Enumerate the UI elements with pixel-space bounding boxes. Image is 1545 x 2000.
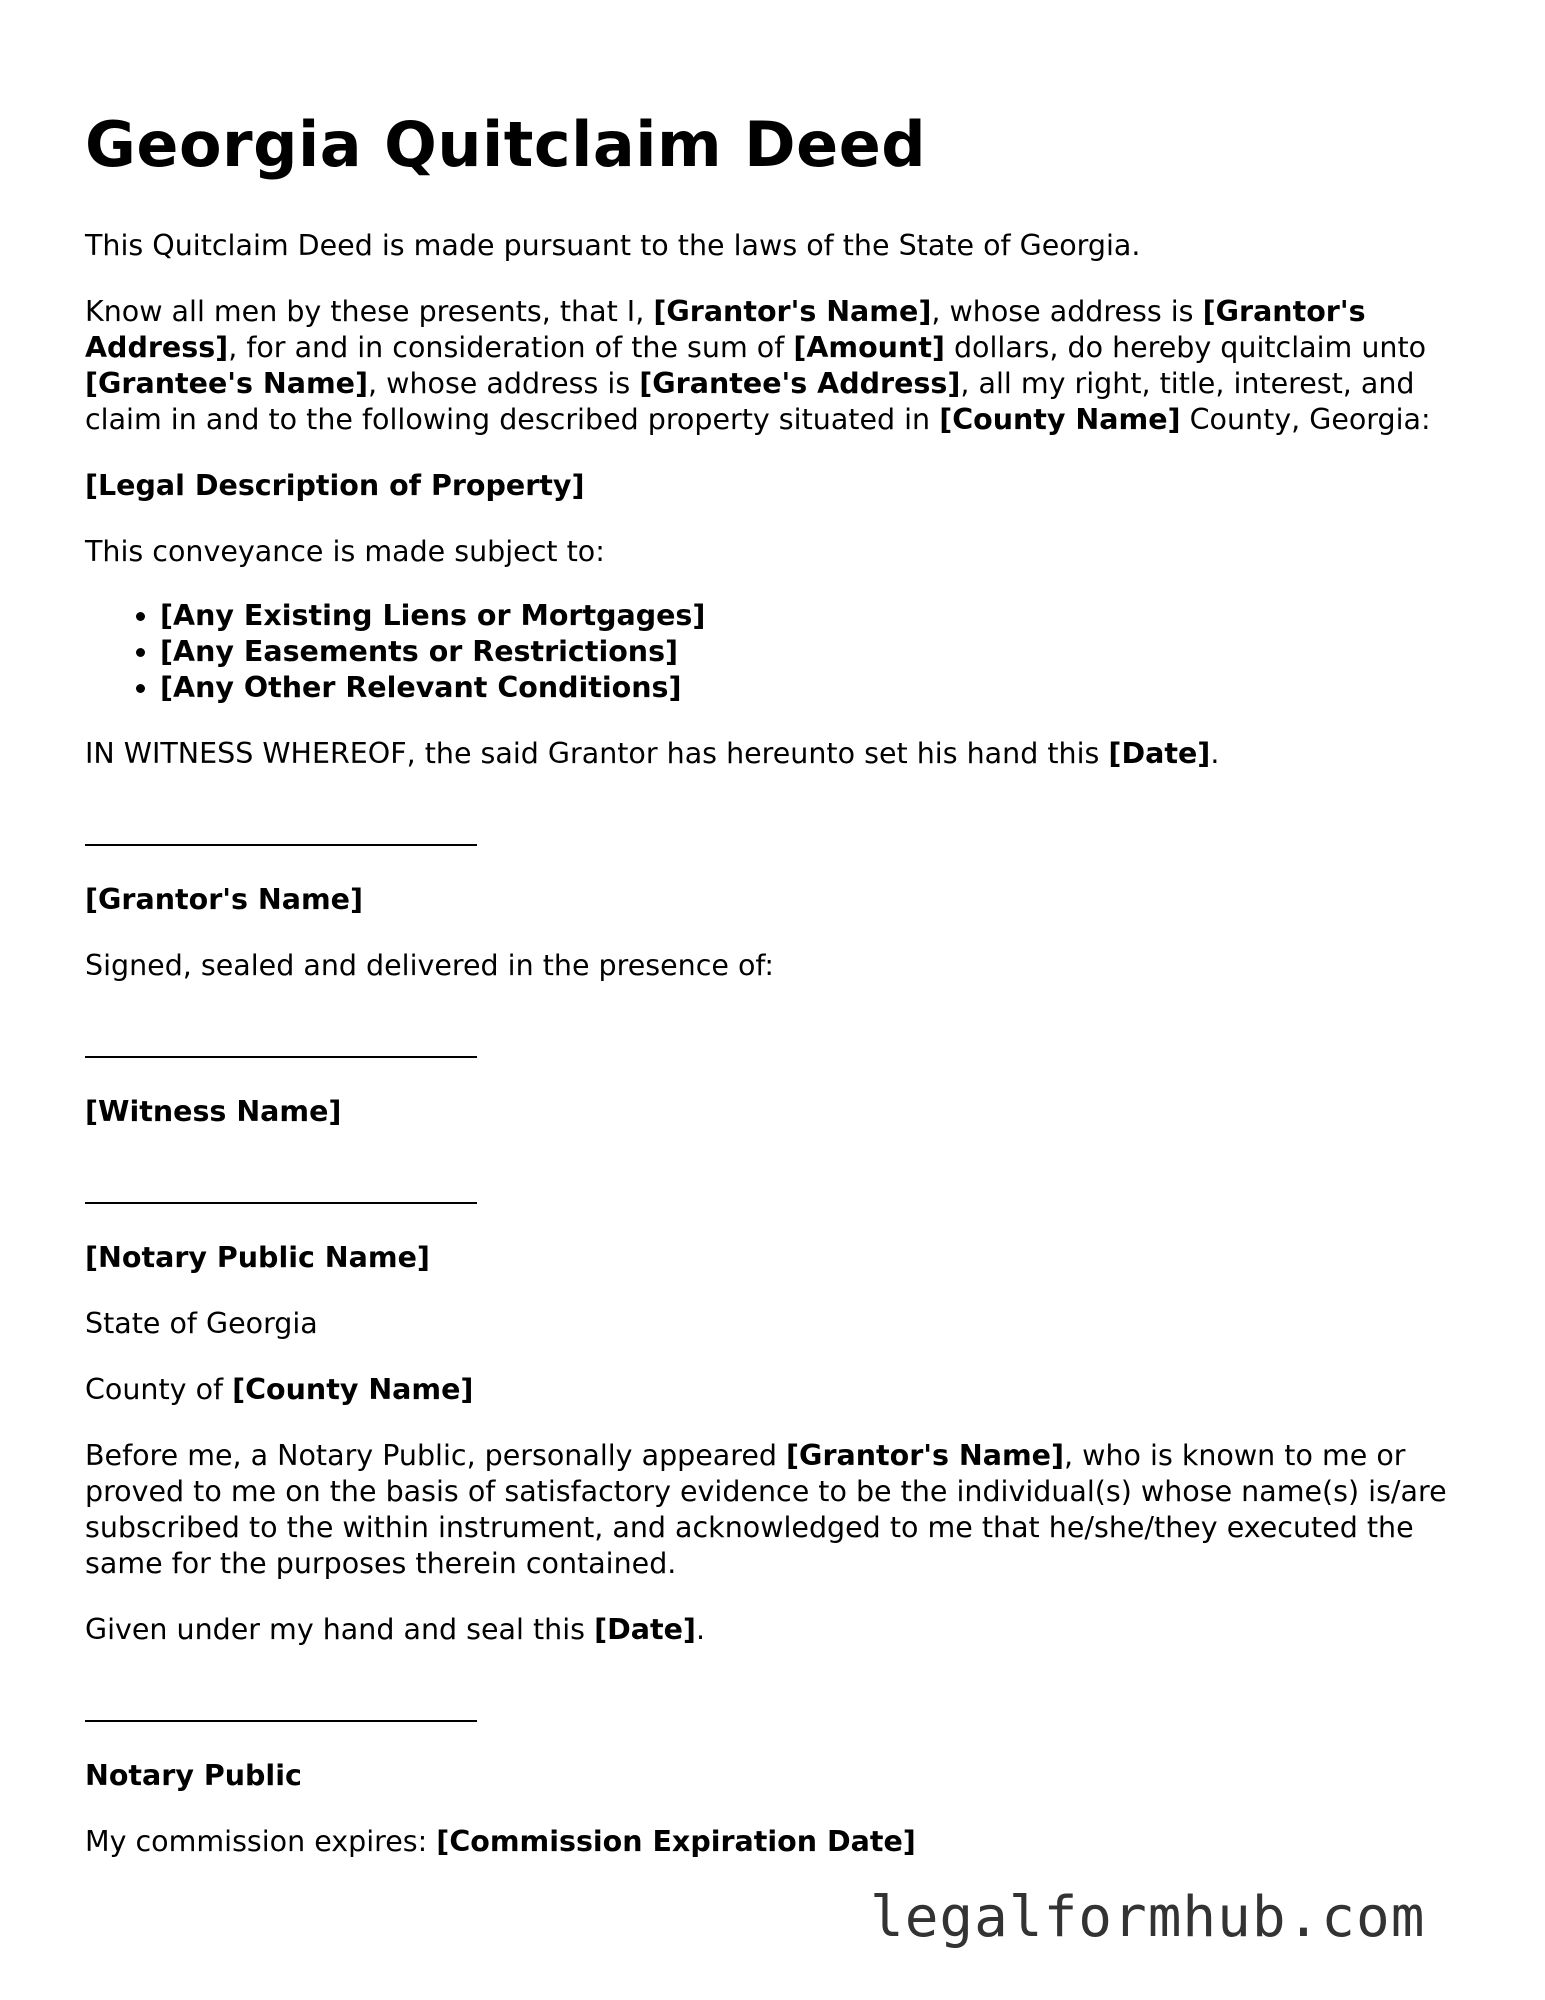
- document-page: [85, 108, 1465, 1890]
- notary-signature-label: [Notary Public Name]: [85, 1241, 430, 1274]
- date-placeholder: [Date]: [1108, 737, 1211, 770]
- county-name-placeholder: [County Name]: [232, 1373, 474, 1406]
- document-title: Georgia Quitclaim Deed: [85, 108, 927, 181]
- legal-description-placeholder: [Legal Description of Property]: [85, 469, 585, 502]
- county-line: County of [County Name]: [85, 1373, 474, 1406]
- county-name-placeholder: [County Name]: [939, 403, 1181, 436]
- list-item: • [Any Existing Liens or Mortgages]: [160, 598, 1465, 634]
- list-item: • [Any Other Relevant Conditions]: [160, 670, 1465, 706]
- witness-signature-line[interactable]: [85, 1056, 477, 1058]
- date-placeholder: [Date]: [594, 1613, 696, 1646]
- watermark: legalformhub.com: [870, 1885, 1426, 1950]
- acknowledgment-paragraph: Before me, a Notary Public, personally appeared [Grantor's Name], who is known to me or proved to me on the basis of satisfactory evidence to be the individual(s) whose name(s) is/are subscribed to the within instrument, and acknowledged to me that he/she/they executed the same for the purposes therein contained.: [85, 1439, 1447, 1580]
- witness-clause: IN WITNESS WHEREOF, the said Grantor has hereunto set his hand this [Date].: [85, 737, 1220, 770]
- commission-date-placeholder: [Commission Expiration Date]: [436, 1825, 916, 1858]
- presence-text: Signed, sealed and delivered in the presence of:: [85, 949, 775, 982]
- intro-paragraph: This Quitclaim Deed is made pursuant to the laws of the State of Georgia.: [85, 229, 1141, 262]
- witness-signature-label: [Witness Name]: [85, 1095, 342, 1128]
- grantor-signature-label: [Grantor's Name]: [85, 883, 364, 916]
- conveyance-paragraph: Know all men by these presents, that I, [Grantor's Name], whose address is [Grantor's Address], for and in consideration of the sum of [Amount] dollars, do hereby quitclaim unto [Grantee's Name], whose address is [Grantee's Address], all my right, title, interest, and claim in and to the following described property situated in [County Name] County, Georgia:: [85, 295, 1431, 436]
- grantee-name-placeholder: [Grantee's Name]: [85, 367, 369, 400]
- notary-public-signature-line[interactable]: [85, 1720, 477, 1722]
- grantor-name-placeholder: [Grantor's Name]: [786, 1439, 1065, 1472]
- subject-to-list: [85, 598, 1465, 706]
- commission-line: My commission expires: [Commission Expiration Date]: [85, 1825, 916, 1858]
- notary-public-label: Notary Public: [85, 1759, 302, 1792]
- notary-signature-line[interactable]: [85, 1202, 477, 1204]
- grantor-signature-line[interactable]: [85, 844, 477, 846]
- state-line: State of Georgia: [85, 1307, 318, 1340]
- list-item: • [Any Easements or Restrictions]: [160, 634, 1465, 670]
- seal-clause: Given under my hand and seal this [Date].: [85, 1613, 706, 1646]
- grantor-address-placeholder: [Grantor's Address]: [85, 295, 1366, 364]
- grantor-name-placeholder: [Grantor's Name]: [653, 295, 932, 328]
- grantee-address-placeholder: [Grantee's Address]: [639, 367, 961, 400]
- amount-placeholder: [Amount]: [793, 331, 945, 364]
- subject-to-intro: This conveyance is made subject to:: [85, 535, 605, 568]
